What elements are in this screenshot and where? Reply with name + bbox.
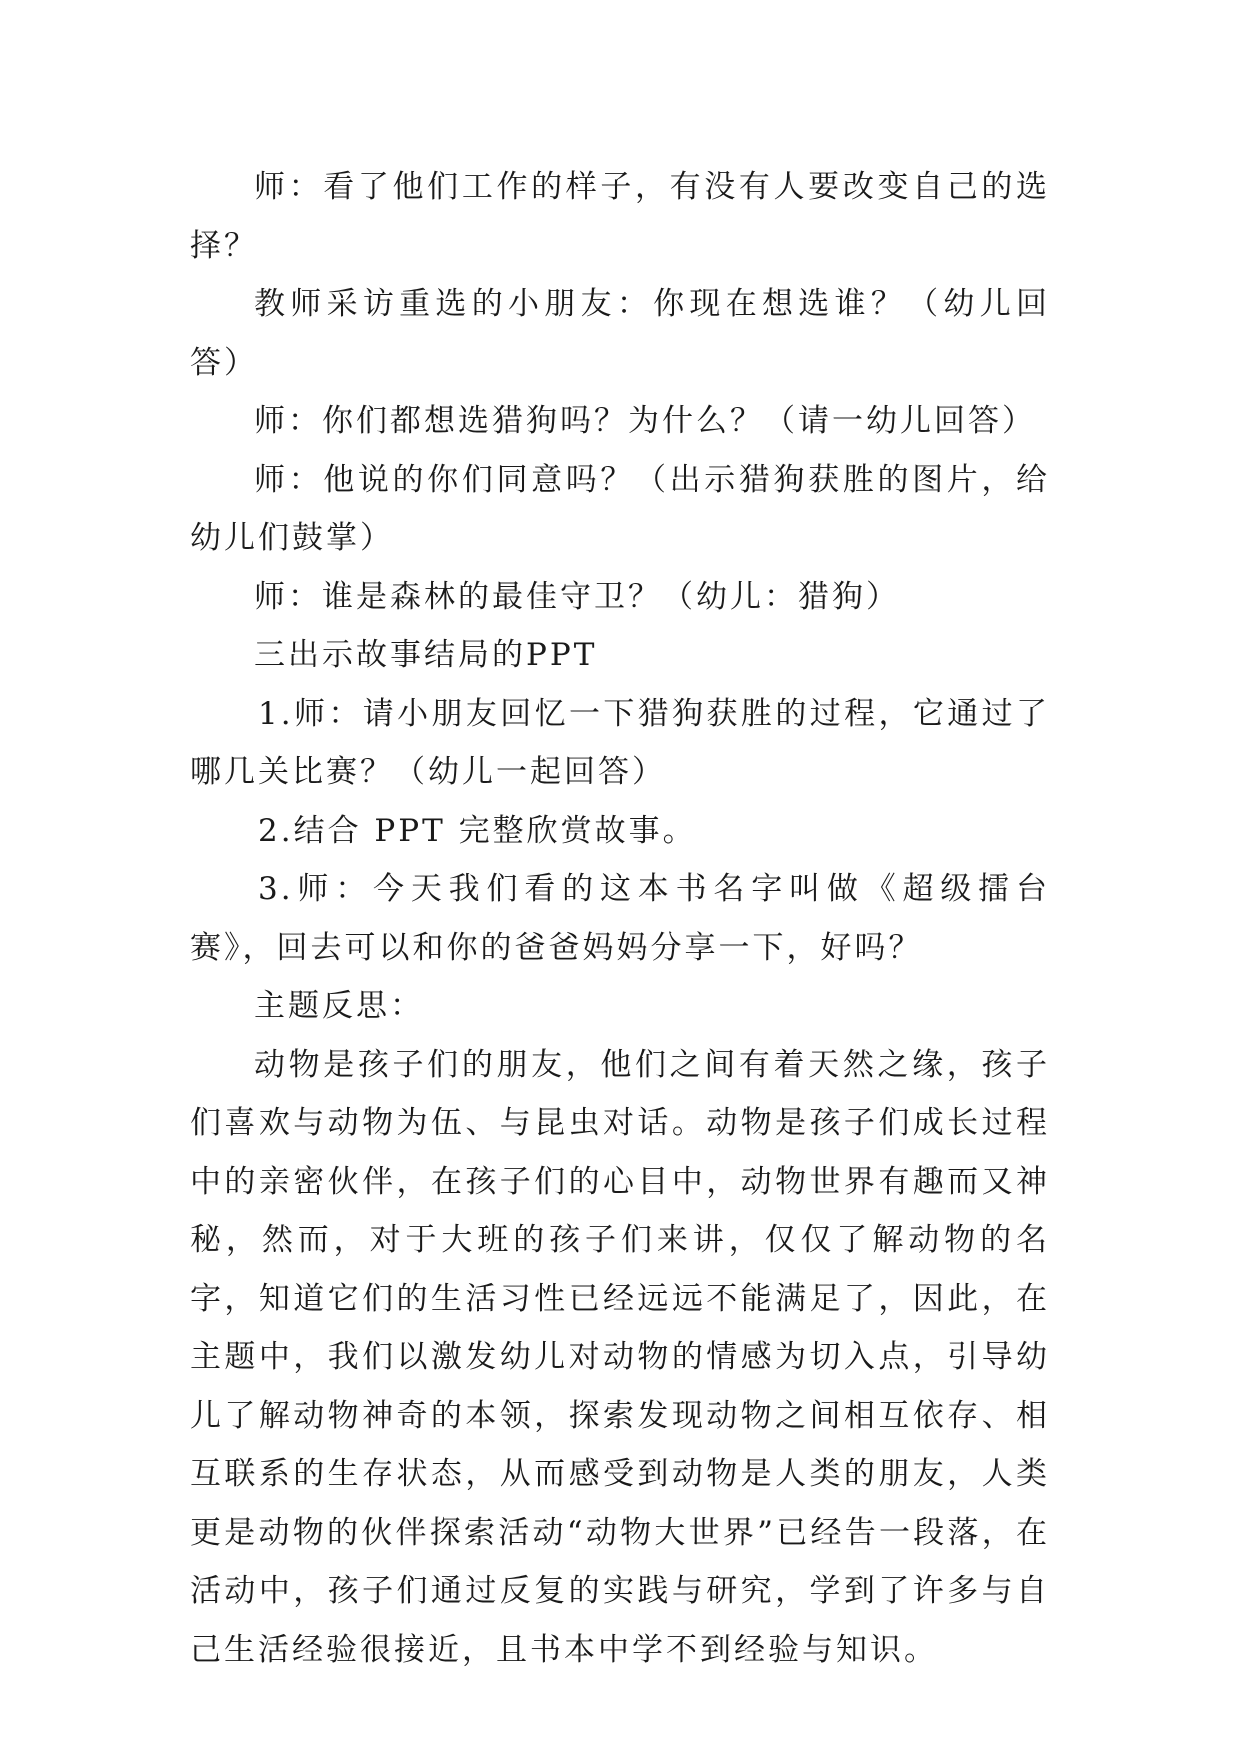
document-body — [190, 158, 1050, 1679]
paragraph-best-guard: 师：谁是森林的最佳守卫？（幼儿：猎狗） — [254, 578, 900, 615]
paragraph-choose-hound: 师：你们都想选猎狗吗？为什么？（请一幼儿回答） — [254, 403, 1036, 439]
paragraph-agree-applause: 师：他说的你们同意吗？（出示猎狗获胜的图片，给幼儿们鼓掌） — [190, 461, 1050, 556]
list-item-enjoy-story: 2.结合 PPT 完整欣赏故事。 — [258, 812, 697, 849]
list-item-book-title: 3.师：今天我们看的这本书名字叫做《超级擂台赛》，回去可以和你的爸爸妈妈分享一下，好吗？ — [190, 871, 1050, 966]
section-heading-reflection: 主题反思： — [254, 988, 424, 1024]
paragraph-teacher-interview: 教师采访重选的小朋友：你现在想选谁？（幼儿回答） — [190, 286, 1050, 381]
section-heading-story-ending: 三出示故事结局的PPT — [254, 637, 598, 673]
paragraph-teacher-question: 师：看了他们工作的样子，有没有人要改变自己的选择？ — [190, 169, 1050, 264]
paragraph-reflection-body: 动物是孩子们的朋友，他们之间有着天然之缘，孩子们喜欢与动物为伍、与昆虫对话。动物是孩子们成长过程中的亲密伙伴，在孩子们的心目中，动物世界有趣而又神秘，然而，对于大班的孩子们来讲，仅仅了解动物的名字，知道它们的生活习性已经远远不能满足了，因此，在主题中，我们以激发幼儿对动物的情感为切入点，引导幼儿了解动物神奇的本领，探索发现动物之间相互依存、相互联系的生存状态，从而感受到动物是人类的朋友，人类更是动物的伙伴探索活动“动物大世界”已经告一段落，在活动中，孩子们通过反复的实践与研究，学到了许多与自己生活经验很接近，且书本中学不到经验与知识。 — [190, 1046, 1050, 1668]
list-item-recall-process: 1.师：请小朋友回忆一下猎狗获胜的过程，它通过了哪几关比赛？（幼儿一起回答） — [190, 695, 1050, 790]
